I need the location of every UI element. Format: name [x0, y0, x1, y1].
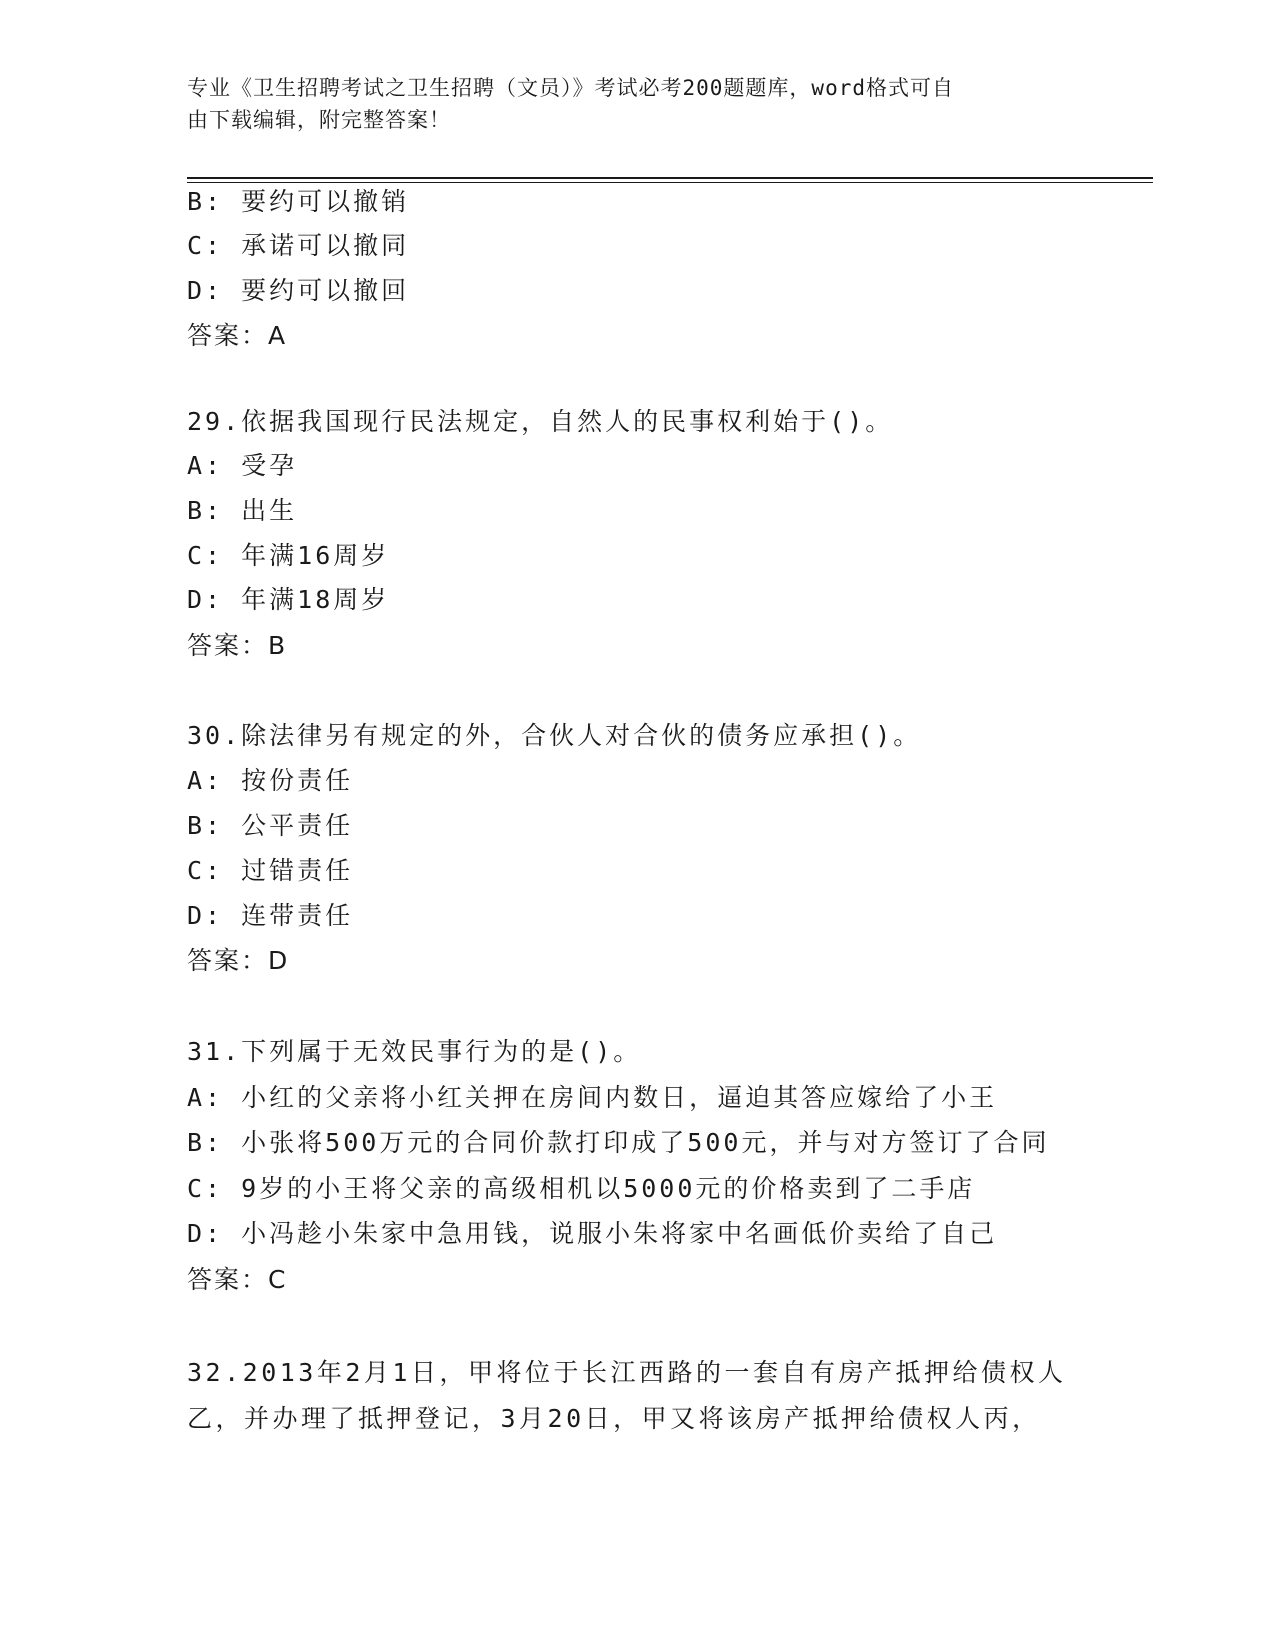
q30-option-a: A: 按份责任 [187, 766, 354, 795]
q29-option-c: C: 年满16周岁 [187, 541, 390, 570]
q30-answer: 答案：D [187, 946, 290, 975]
header-line-2: 由下载编辑，附完整答案！ [187, 108, 451, 132]
q31-stem: 31.下列属于无效民事行为的是()。 [187, 1037, 642, 1066]
q32-stem-line-2: 乙，并办理了抵押登记，3月20日，甲又将该房产抵押给债权人丙， [187, 1404, 1041, 1433]
q30-option-b: B: 公平责任 [187, 811, 354, 840]
q29-option-d: D: 年满18周岁 [187, 585, 390, 614]
q31-answer: 答案：C [187, 1265, 288, 1294]
header-line-1: 专业《卫生招聘考试之卫生招聘（文员）》考试必考200题题库，word格式可自 [187, 76, 954, 100]
q29-option-a: A: 受孕 [187, 451, 298, 480]
q28-answer: 答案：A [187, 321, 288, 350]
q31-option-a: A: 小红的父亲将小红关押在房间内数日，逼迫其答应嫁给了小王 [187, 1083, 998, 1112]
q31-option-d: D: 小冯趁小朱家中急用钱，说服小朱将家中名画低价卖给了自己 [187, 1219, 998, 1248]
q29-answer: 答案：B [187, 631, 288, 660]
q30-option-c: C: 过错责任 [187, 856, 354, 885]
q31-option-c: C: 9岁的小王将父亲的高级相机以5000元的价格卖到了二手店 [187, 1174, 976, 1203]
q29-option-b: B: 出生 [187, 496, 298, 525]
q29-stem: 29.依据我国现行民法规定，自然人的民事权利始于()。 [187, 407, 894, 436]
header-divider-thin [187, 182, 1153, 183]
document-header [187, 72, 1067, 136]
q28-option-d: D: 要约可以撤回 [187, 276, 410, 305]
header-divider-thick [187, 177, 1153, 179]
q28-option-c: C: 承诺可以撤同 [187, 231, 410, 260]
q28-option-b: B: 要约可以撤销 [187, 187, 410, 216]
q31-option-b: B: 小张将500万元的合同价款打印成了500元，并与对方签订了合同 [187, 1128, 1050, 1157]
q30-stem: 30.除法律另有规定的外，合伙人对合伙的债务应承担()。 [187, 721, 922, 750]
q32-stem-line-1: 32.2013年2月1日，甲将位于长江西路的一套自有房产抵押给债权人 [187, 1358, 1067, 1387]
q30-option-d: D: 连带责任 [187, 901, 354, 930]
